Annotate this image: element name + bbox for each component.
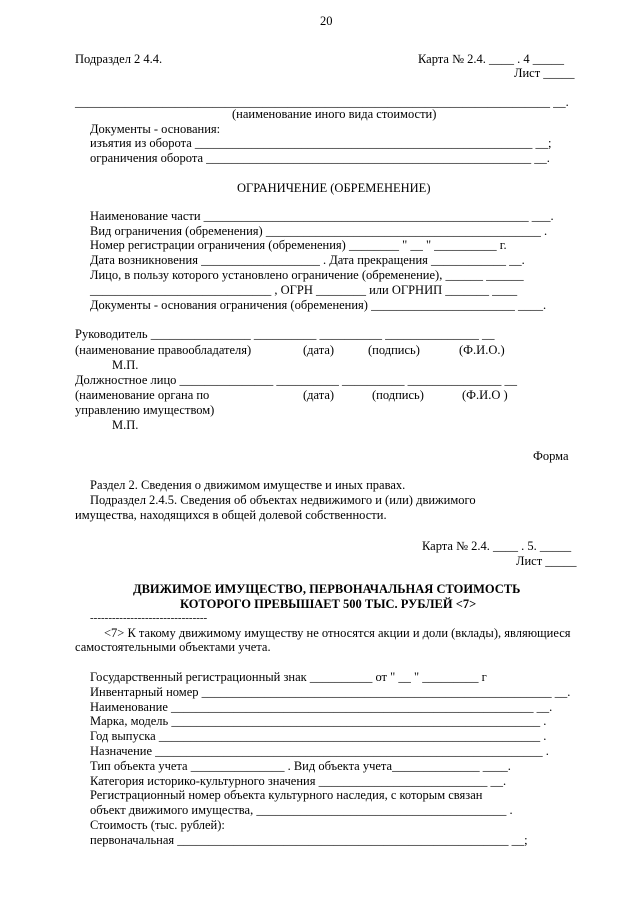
year-field: Год выпуска _____________________________________________________________ . [90,729,547,743]
page-number: 20 [320,14,333,28]
footnote-separator: -------------------------------- [90,612,208,624]
official-caption-org: (наименование органа по [75,388,210,402]
official-caption-org-2: управлению имуществом) [75,403,215,417]
card-number-2: Карта № 2.4. ____ . 5. _____ [422,539,572,553]
subsection-label: Подраздел 2 4.4. [75,52,163,66]
reg-sign-field: Государственный регистрационный знак __________ от " __ " _________ г [90,670,487,684]
name-field: Наименование __________________________________________________________ __. [90,700,553,714]
inventory-number-field: Инвентарный номер ________________________________________________________ __. [90,685,571,699]
other-value-line: ____________________________________________________________________________ __. [75,95,569,109]
head-caption-fio: (Ф.И.О.) [459,343,505,357]
docs-restriction-field: Документы - основания ограничения (обременения) _______________________ ____. [90,298,547,312]
heritage-category-field: Категория историко-культурного значения ___________________________ __. [90,774,507,788]
head-caption-name: (наименование правообладателя) [75,343,252,357]
withdrawal-field: изъятия из оборота ______________________________________________________ __; [90,136,552,150]
stamp-label: М.П. [112,358,139,372]
subsection-title: Подраздел 2.4.5. Сведения об объектах недвижимого и (или) движимого [90,493,476,507]
heritage-reg-line1: Регистрационный номер объекта культурного наследия, с которым связан [90,788,483,802]
official-caption-date: (дата) [303,388,335,402]
purpose-field: Назначение ______________________________________________________________ . [90,744,549,758]
initial-cost-field: первоначальная _____________________________________________________ __; [90,833,528,847]
footnote-line2: самостоятельными объектами учета. [75,640,271,654]
official-signature-row: Должностное лицо _______________ __________ __________ _______________ __ [75,373,518,387]
restriction-field: ограничения оборота ____________________________________________________ __. [90,151,550,165]
footnote-line1: <7> К такому движимому имуществу не относятся акции и доли (вклады), являющиеся [104,626,571,640]
part-name-field: Наименование части ____________________________________________________ ___. [90,209,554,223]
docs-basis-label: Документы - основания: [90,122,221,136]
card-number: Карта № 2.4. ____ . 4 _____ [418,52,565,66]
head-signature-row: Руководитель ________________ __________ __________ _______________ __ [75,327,495,341]
head-caption-sign: (подпись) [368,343,420,357]
beneficiary-field: Лицо, в пользу которого установлено ограничение (обременение), ______ ______ [90,268,524,282]
movable-title-line2: КОТОРОГО ПРЕВЫШАЕТ 500 ТЫС. РУБЛЕЙ <7> [180,597,477,611]
sheet-number: Лист _____ [514,66,575,80]
subsection-title-cont: имущества, находящихся в общей долевой собственности. [75,508,387,522]
start-end-date-field: Дата возникновения ___________________ . Дата прекращения ____________ __. [90,253,525,267]
official-caption-fio: (Ф.И.О ) [462,388,508,402]
ogrn-field: _____________________________ , ОГРН ________ или ОГРНИП _______ ____ [90,283,518,297]
registration-number-field: Номер регистрации ограничения (обременения) ________ " __ " __________ г. [90,238,507,252]
other-value-caption: (наименование иного вида стоимости) [232,107,437,121]
brand-model-field: Марка, модель ___________________________________________________________ . [90,714,547,728]
object-type-field: Тип объекта учета _______________ . Вид объекта учета______________ ____. [90,759,511,773]
form-label: Форма [533,449,569,463]
restriction-heading: ОГРАНИЧЕНИЕ (ОБРЕМЕНЕНИЕ) [237,181,431,195]
heritage-reg-line2: объект движимого имущества, ________________________________________ . [90,803,513,817]
movable-title-line1: ДВИЖИМОЕ ИМУЩЕСТВО, ПЕРВОНАЧАЛЬНАЯ СТОИМОСТЬ [133,582,521,596]
sheet-number-2: Лист _____ [516,554,577,568]
official-caption-sign: (подпись) [372,388,424,402]
cost-label: Стоимость (тыс. рублей): [90,818,225,832]
restriction-type-field: Вид ограничения (обременения) ____________________________________________ . [90,224,548,238]
section-title: Раздел 2. Сведения о движимом имуществе и иных правах. [90,478,406,492]
stamp-label: М.П. [112,418,139,432]
head-caption-date: (дата) [303,343,335,357]
